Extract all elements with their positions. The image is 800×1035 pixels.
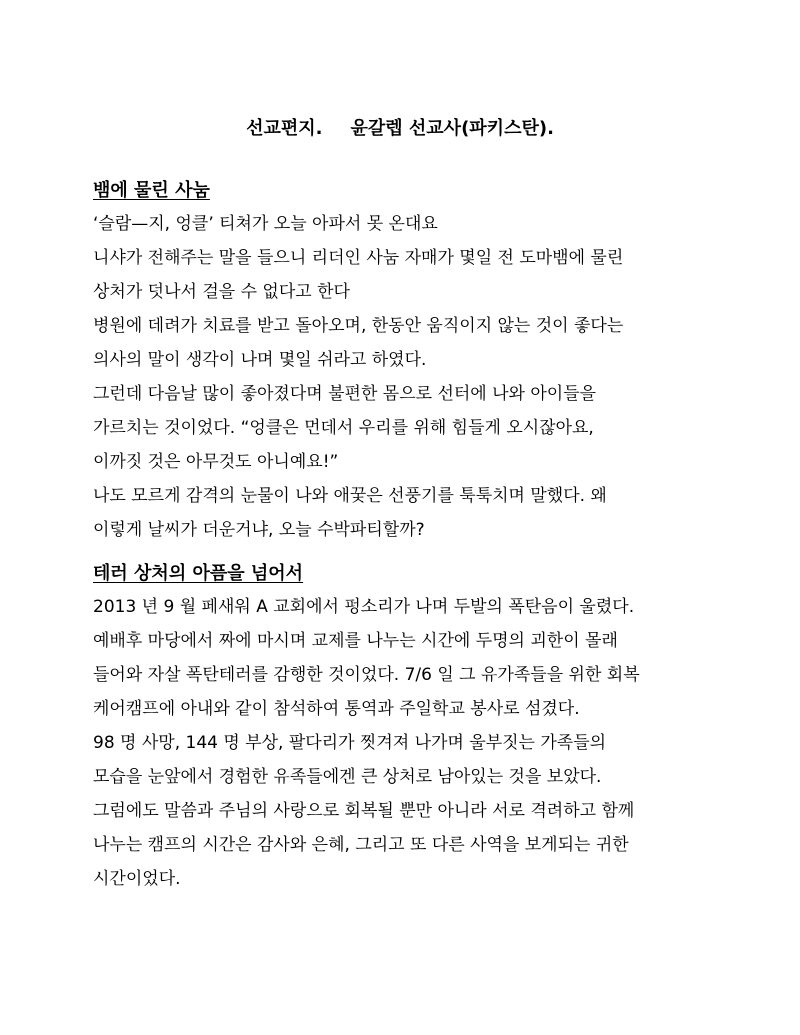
paragraph-line: ‘슬람—지, 엉클’ 티쳐가 오늘 아파서 못 온대요 xyxy=(93,214,438,234)
paragraph-line: 이까짓 것은 아무것도 아니예요!” xyxy=(93,452,339,472)
paragraph-line: 나누는 캠프의 시간은 감사와 은혜, 그리고 또 다른 사역을 보게되는 귀한 xyxy=(93,835,629,855)
paragraph-line: 그럼에도 말씀과 주님의 사랑으로 회복될 뿐만 아니라 서로 격려하고 함께 xyxy=(93,801,635,821)
paragraph-line: 이렇게 날씨가 더운거냐, 오늘 수박파티할까? xyxy=(93,520,425,540)
section-heading: 테러 상처의 아픔을 넘어서 xyxy=(93,563,304,584)
paragraph-line: 니샤가 전해주는 말을 들으니 리더인 사눔 자매가 몇일 전 도마뱀에 물린 xyxy=(93,248,624,268)
section-snake-bite xyxy=(93,174,733,547)
paragraph-line: 예배후 마당에서 짜에 마시며 교제를 나누는 시간에 두명의 괴한이 몰래 xyxy=(93,631,618,651)
paragraph-line: 그런데 다음날 많이 좋아졌다며 불편한 몸으로 선터에 나와 아이들을 xyxy=(93,384,597,404)
paragraph-line: 98 명 사망, 144 명 부상, 팔다리가 찟겨져 나가며 울부짓는 가족들의 xyxy=(93,733,607,753)
section-heading: 뱀에 물린 사눔 xyxy=(93,180,210,201)
title-letter-label: 선교편지. xyxy=(246,118,323,139)
paragraph-line: 상처가 덧나서 걸을 수 없다고 한다 xyxy=(93,282,350,302)
paragraph-line: 나도 모르게 감격의 눈물이 나와 애꿎은 선풍기를 툭툭치며 말했다. 왜 xyxy=(93,486,607,506)
paragraph-line: 병원에 데려가 치료를 받고 돌아오며, 한동안 움직이지 않는 것이 좋다는 xyxy=(93,316,624,336)
paragraph-line: 모습을 눈앞에서 경험한 유족들에겐 큰 상처로 남아있는 것을 보았다. xyxy=(93,767,602,787)
paragraph-line: 들어와 자살 폭탄테러를 감행한 것이었다. 7/6 일 그 유가족들을 위한 회복 xyxy=(93,665,640,685)
paragraph-line: 시간이었다. xyxy=(93,869,181,889)
section-terror-recovery xyxy=(93,557,733,896)
paragraph-line: 케어캠프에 아내와 같이 참석하여 통역과 주일학교 봉사로 섬겼다. xyxy=(93,699,580,719)
paragraph-line: 의사의 말이 생각이 나며 몇일 쉬라고 하였다. xyxy=(93,350,427,370)
title-author-label: 윤갈렙 선교사(파키스탄). xyxy=(350,118,554,139)
page-title xyxy=(0,116,800,142)
paragraph-line: 가르치는 것이었다. “엉클은 먼데서 우리를 위해 힘들게 오시잖아요, xyxy=(93,418,594,438)
paragraph-line: 2013 년 9 월 페새워 A 교회에서 펑소리가 나며 두발의 폭탄음이 울렸다. xyxy=(93,597,635,617)
